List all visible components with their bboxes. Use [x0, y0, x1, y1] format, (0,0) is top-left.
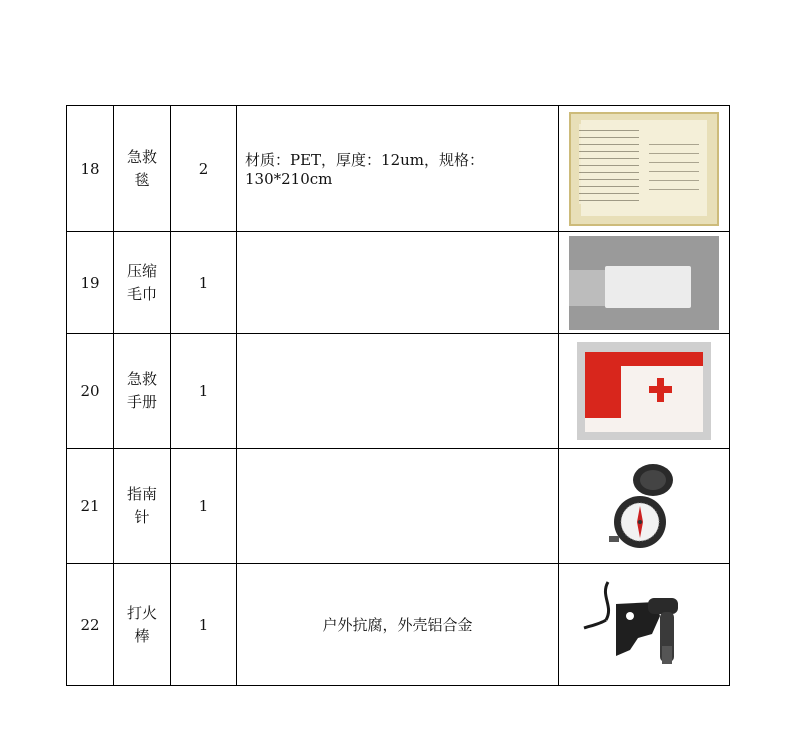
item-name: [114, 564, 171, 686]
item-number: 18: [67, 106, 114, 232]
item-name-line: 急救: [126, 370, 157, 388]
compass-photo: [595, 458, 693, 554]
item-photo-cell: [559, 232, 730, 334]
item-name-line: 急救: [126, 147, 157, 166]
table-row: [67, 449, 730, 564]
table-row: [67, 334, 730, 449]
item-name-line: 棒: [134, 626, 150, 645]
item-name-line: 针: [134, 508, 150, 526]
table-row: [67, 106, 730, 232]
item-name: [114, 232, 171, 334]
item-quantity: 1: [171, 449, 237, 564]
compressed-towel-photo: [569, 236, 719, 330]
item-photo-cell: [559, 564, 730, 686]
item-spec: 材质：PET，厚度：12um，规格：130*210cm: [237, 106, 559, 232]
table-row: [67, 564, 730, 686]
items-table: [66, 105, 730, 686]
item-quantity: 1: [171, 564, 237, 686]
item-name: [114, 334, 171, 449]
item-photo-cell: [559, 449, 730, 564]
item-quantity: 1: [171, 232, 237, 334]
item-name: [114, 449, 171, 564]
item-name-line: 打火: [126, 603, 157, 622]
item-name-line: 手册: [126, 393, 157, 411]
item-number: 21: [67, 449, 114, 564]
item-spec: [237, 232, 559, 334]
item-photo-cell: [559, 106, 730, 232]
item-name-line: 压缩: [126, 261, 157, 280]
item-spec: 户外抗腐，外壳铝合金: [237, 564, 559, 686]
item-name-line: 毯: [134, 170, 150, 189]
table-row: [67, 232, 730, 334]
item-number: 19: [67, 232, 114, 334]
fire-starter-photo: [570, 576, 718, 674]
item-name: [114, 106, 171, 232]
emergency-blanket-photo: [569, 112, 719, 226]
item-spec: [237, 334, 559, 449]
item-name-line: 指南: [126, 485, 157, 503]
item-number: 20: [67, 334, 114, 449]
item-quantity: 1: [171, 334, 237, 449]
first-aid-manual-photo: [577, 342, 711, 440]
item-photo-cell: [559, 334, 730, 449]
item-spec: [237, 449, 559, 564]
item-quantity: 2: [171, 106, 237, 232]
item-number: 22: [67, 564, 114, 686]
item-name-line: 毛巾: [126, 284, 157, 303]
